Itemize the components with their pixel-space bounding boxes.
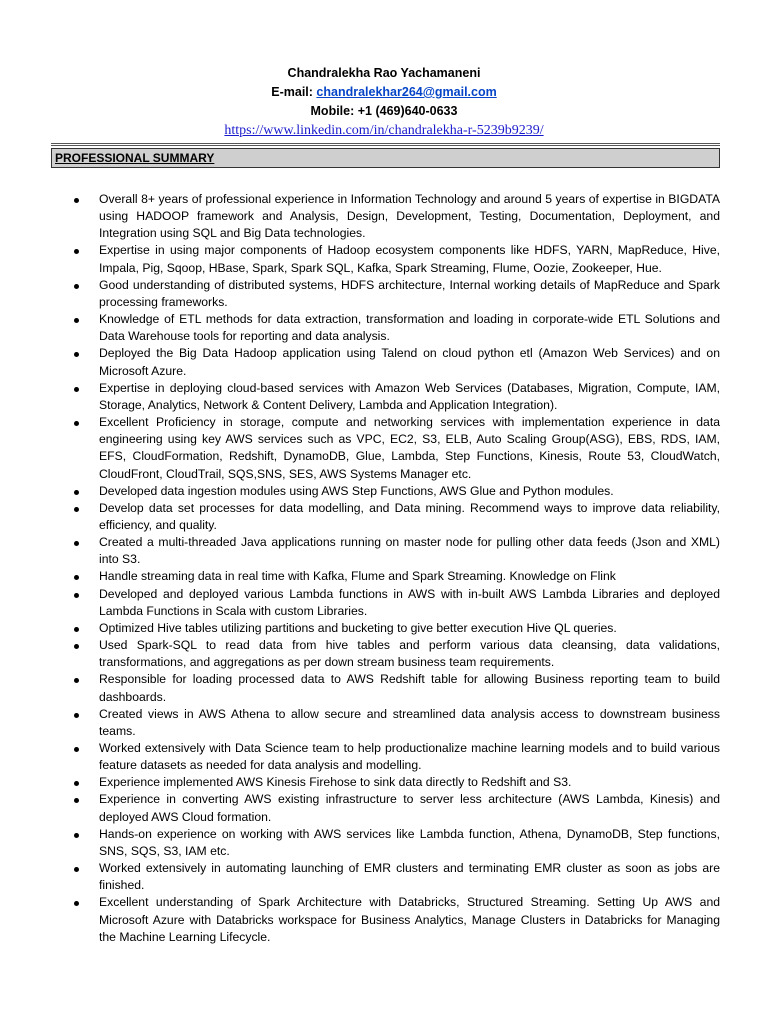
bullet-icon (74, 352, 79, 357)
mobile-line: Mobile: +1 (469)640-0633 (310, 104, 458, 118)
summary-item (74, 242, 720, 276)
summary-item-text: Hands-on experience on working with AWS services like Lambda function, Athena, DynamoDB, Step functions, SNS, SQS, S3, IAM etc. (99, 826, 720, 858)
summary-item-text: Used Spark-SQL to read data from hive tables and perform various data cleansing, data validations, transformations, and aggregations as per down stream business team requirements. (99, 638, 720, 670)
summary-item (74, 826, 720, 860)
summary-item (74, 620, 720, 637)
linkedin-link[interactable]: https://www.linkedin.com/in/chandralekha-r-5239b9239/ (224, 123, 544, 138)
summary-item (74, 191, 720, 242)
summary-item (74, 414, 720, 483)
summary-item-text: Deployed the Big Data Hadoop application using Talend on cloud python etl (Amazon Web Services) and on Microsoft Azure. (99, 346, 720, 378)
summary-item (74, 637, 720, 671)
candidate-name: Chandralekha Rao Yachamaneni (287, 66, 481, 80)
summary-item-text: Optimized Hive tables utilizing partitions and bucketing to give better execution Hive QL queries. (99, 620, 617, 635)
bullet-icon (74, 387, 79, 392)
section-header-bar (51, 148, 720, 168)
summary-item-text: Created views in AWS Athena to allow secure and streamlined data analysis access to downstream business teams. (99, 706, 720, 738)
summary-item-text: Worked extensively in automating launching of EMR clusters and terminating EMR cluster as soon as jobs are finished. (99, 861, 720, 893)
bullet-icon (74, 507, 79, 512)
summary-list (74, 191, 720, 946)
summary-item-text: Experience in converting AWS existing infrastructure to server less architecture (AWS Lambda, Kinesis) and deployed AWS Cloud formation. (99, 792, 720, 824)
bullet-icon (74, 593, 79, 598)
summary-item (74, 483, 720, 500)
bullet-icon (74, 678, 79, 683)
bullet-icon (74, 249, 79, 254)
bullet-icon (74, 644, 79, 649)
summary-item (74, 586, 720, 620)
summary-item (74, 860, 720, 894)
bullet-icon (74, 798, 79, 803)
summary-item-text: Excellent Proficiency in storage, compute and networking services with implementation experience in data engineering using key AWS services such as VPC, EC2, S3, ELB, Auto Scaling Group(ASG), EBS, RDS, IAM, EFS, CloudFormation, Redshift, DynamoDB, Glue, Lambda, Step Functions, Kinesis, Route 53, CloudWatch, CloudFront, CloudTrail, SQS,SNS, SES, AWS Systems Manager etc. (99, 415, 720, 481)
bullet-icon (74, 781, 79, 786)
summary-item-text: Worked extensively with Data Science team to help productionalize machine learning models and to build various feature datasets as needed for data analysis and modelling. (99, 741, 720, 773)
summary-item-text: Overall 8+ years of professional experience in Information Technology and around 5 years of expertise in BIGDATA using HADOOP framework and Analysis, Design, Development, Testing, Documentation, Deployment, and Integration using SQL and Big Data technologies. (99, 192, 720, 241)
bullet-icon (74, 490, 79, 495)
summary-item-text: Handle streaming data in real time with Kafka, Flume and Spark Streaming. Knowledge on Flink (99, 569, 616, 584)
bullet-icon (74, 713, 79, 718)
bullet-icon (74, 318, 79, 323)
bullet-icon (74, 421, 79, 426)
summary-item-text: Created a multi-threaded Java applications running on master node for pulling other data feeds (Json and XML) into S3. (99, 535, 720, 567)
summary-item (74, 345, 720, 379)
email-line (0, 83, 768, 102)
email-label: E-mail: (271, 85, 317, 99)
summary-item (74, 311, 720, 345)
summary-item (74, 534, 720, 568)
bullet-icon (74, 867, 79, 872)
summary-item-text: Good understanding of distributed systems, HDFS architecture, Internal working details of MapReduce and Spark processing frameworks. (99, 277, 720, 309)
summary-item (74, 774, 720, 791)
summary-item (74, 706, 720, 740)
summary-item-text: Developed and deployed various Lambda functions in AWS with in-built AWS Lambda Libraries and deployed Lambda Functions in Scala with custom Libraries. (99, 586, 720, 618)
section-title: PROFESSIONAL SUMMARY (55, 151, 215, 165)
header-divider (51, 143, 720, 144)
summary-item-text: Developed data ingestion modules using AWS Step Functions, AWS Glue and Python modules. (99, 483, 614, 498)
contact-header (0, 64, 768, 140)
bullet-icon (74, 901, 79, 906)
bullet-icon (74, 575, 79, 580)
bullet-icon (74, 627, 79, 632)
summary-item (74, 894, 720, 945)
summary-item-text: Knowledge of ETL methods for data extraction, transformation and loading in corporate-wide ETL Solutions and Data Warehouse tools for reporting and data analysis. (99, 312, 720, 344)
email-link[interactable]: chandralekhar264@gmail.com (316, 85, 497, 99)
header-divider-secondary (51, 145, 720, 146)
summary-item (74, 568, 720, 585)
summary-item (74, 791, 720, 825)
bullet-icon (74, 833, 79, 838)
summary-item-text: Excellent understanding of Spark Architecture with Databricks, Structured Streaming. Setting Up AWS and Microsoft Azure with Databricks workspace for Business Analytics, Manage Clusters in Databricks for Managing the Machine Learning Lifecycle. (99, 895, 720, 944)
bullet-icon (74, 747, 79, 752)
summary-item (74, 740, 720, 774)
bullet-icon (74, 198, 79, 203)
bullet-icon (74, 284, 79, 289)
summary-item (74, 500, 720, 534)
summary-item-text: Responsible for loading processed data to AWS Redshift table for allowing Business reporting team to build dashboards. (99, 672, 720, 704)
bullet-icon (74, 541, 79, 546)
summary-item-text: Develop data set processes for data modelling, and Data mining. Recommend ways to improve data reliability, efficiency, and quality. (99, 500, 720, 532)
summary-item (74, 671, 720, 705)
summary-item-text: Expertise in using major components of Hadoop ecosystem components like HDFS, YARN, MapReduce, Hive, Impala, Pig, Sqoop, HBase, Spark, Spark SQL, Kafka, Spark Streaming, Flume, Oozie, Zookeeper, Hue. (99, 243, 720, 275)
summary-item (74, 380, 720, 414)
summary-item-text: Experience implemented AWS Kinesis Firehose to sink data directly to Redshift and S3. (99, 775, 572, 790)
summary-item-text: Expertise in deploying cloud-based services with Amazon Web Services (Databases, Migration, Compute, IAM, Storage, Analytics, Network & Content Delivery, Lambda and Application Integration). (99, 380, 720, 412)
summary-item (74, 277, 720, 311)
